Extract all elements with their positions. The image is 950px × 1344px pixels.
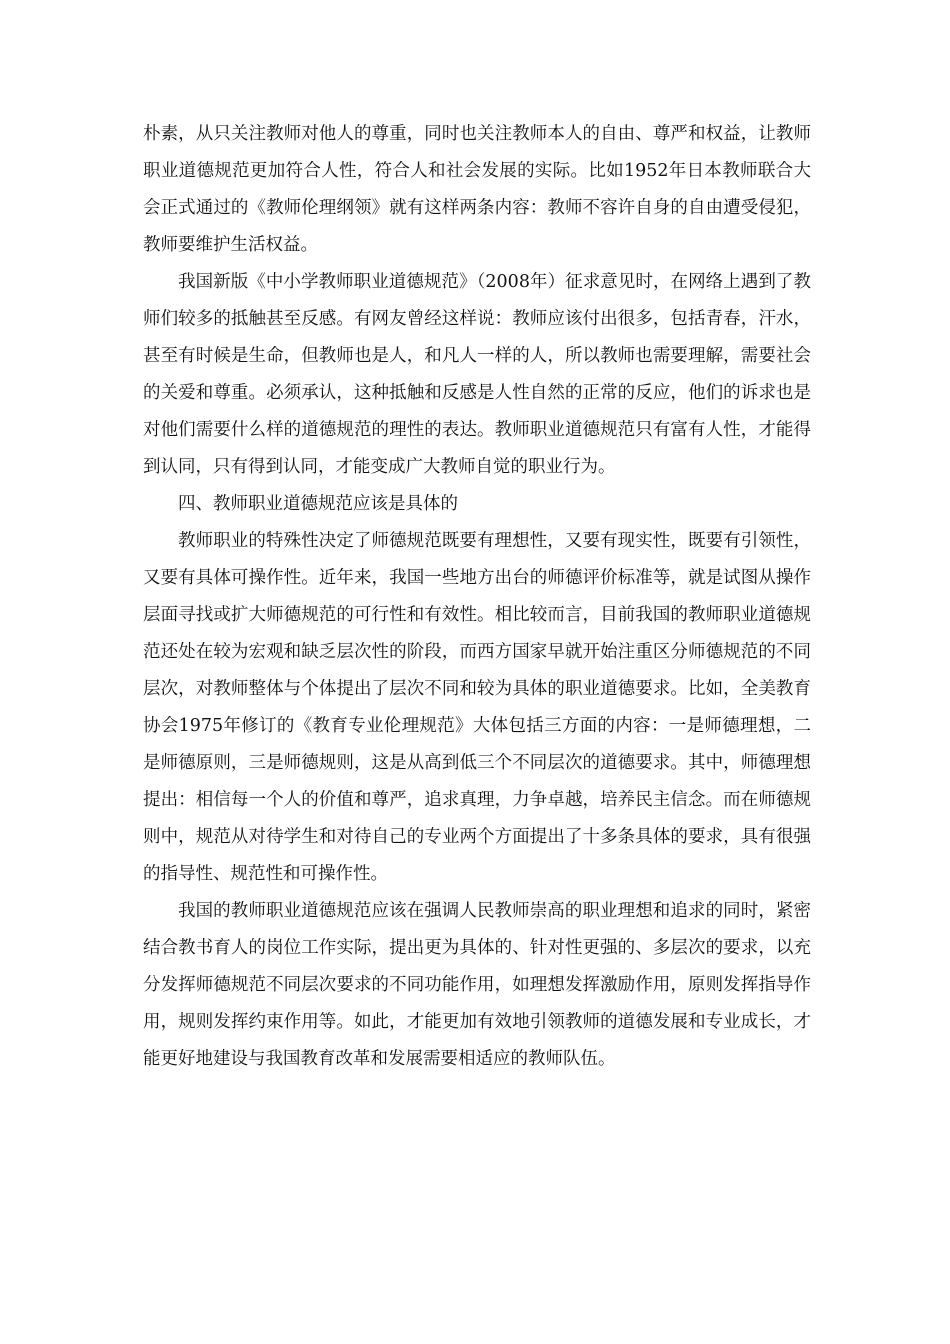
paragraph: 教师职业的特殊性决定了师德规范既要有理想性，又要有现实性，既要有引领性，又要有具体可操作性。近年来，我国一些地方出台的师德评价标准等，就是试图从操作层面寻找或扩大师德规范的可行性和有效性。相比较而言，目前我国的教师职业道德规范还处在较为宏观和缺乏层次性的阶段，而西方国家早就开始注重区分师德规范的不同层次，对教师整体与个体提出了层次不同和较为具体的职业道德要求。比如，全美教育协会1975年修订的《教育专业伦理规范》大体包括三方面的内容：一是师德理想，二是师德原则，三是师德规则，这是从高到低三个不同层次的道德要求。其中，师德理想提出：相信每一个人的价值和尊严，追求真理，力争卓越，培养民主信念。而在师德规则中，规范从对待学生和对待自己的专业两个方面提出了十多条具体的要求，具有很强的指导性、规范性和可操作性。 bbox=[143, 531, 811, 884]
document-body bbox=[143, 116, 811, 1078]
paragraph: 我国的教师职业道德规范应该在强调人民教师崇高的职业理想和追求的同时，紧密结合教书育人的岗位工作实际，提出更为具体的、针对性更强的、多层次的要求，以充分发挥师德规范不同层次要求的不同功能作用，如理想发挥激励作用，原则发挥指导作用，规则发挥约束作用等。如此，才能更加有效地引领教师的道德发展和专业成长，才能更好地建设与我国教育改革和发展需要相适应的教师队伍。 bbox=[143, 901, 811, 1069]
paragraph: 我国新版《中小学教师职业道德规范》（2008年）征求意见时，在网络上遇到了教师们较多的抵触甚至反感。有网友曾经这样说：教师应该付出很多，包括青春，汗水，甚至有时候是生命，但教师也是人，和凡人一样的人，所以教师也需要理解，需要社会的关爱和尊重。必须承认，这种抵触和反感是人性自然的正常的反应，他们的诉求也是对他们需要什么样的道德规范的理性的表达。教师职业道德规范只有富有人性，才能得到认同，只有得到认同，才能变成广大教师自觉的职业行为。 bbox=[143, 272, 811, 477]
paragraph-continued: 朴素，从只关注教师对他人的尊重，同时也关注教师本人的自由、尊严和权益，让教师职业道德规范更加符合人性，符合人和社会发展的实际。比如1952年日本教师联合大会正式通过的《教师伦理纲领》就有这样两条内容：教师不容许自身的自由遭受侵犯，教师要维护生活权益。 bbox=[143, 124, 811, 255]
section-heading: 四、教师职业道德规范应该是具体的 bbox=[178, 494, 458, 514]
